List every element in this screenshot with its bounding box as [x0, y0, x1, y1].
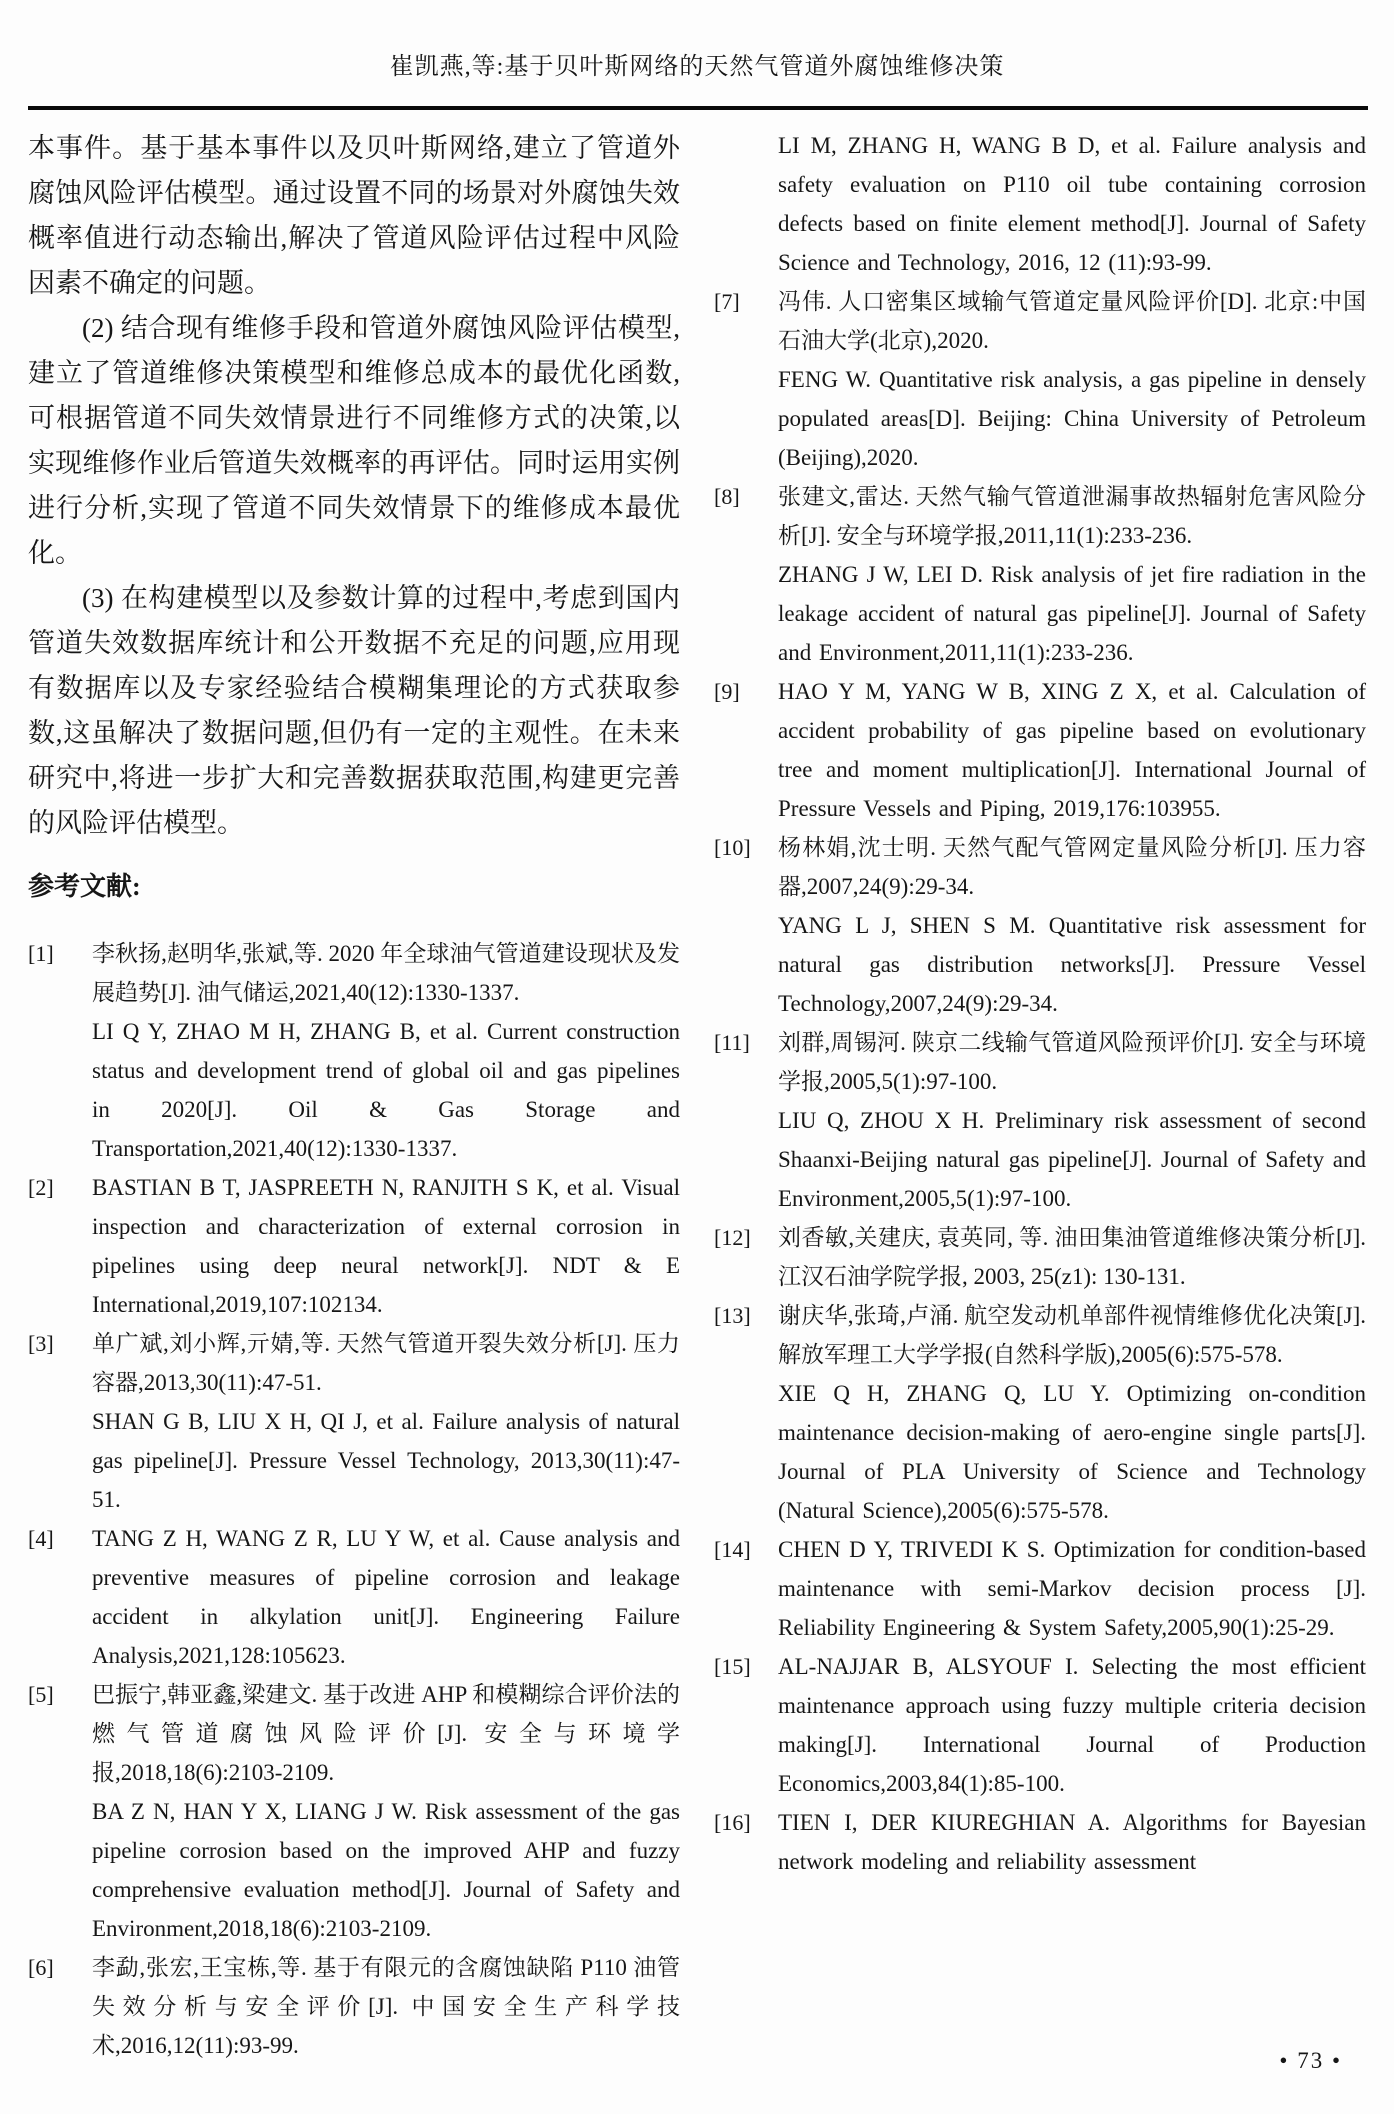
reference-label: [12] — [714, 1225, 751, 1250]
conclusion-paragraph: (2) 结合现有维修手段和管道外腐蚀风险评估模型,建立了管道维修决策模型和维修总成本的最优化函数,可根据管道不同失效情景进行不同维修方式的决策,以实现维修作业后管道失效概率的再评估。同时运用实例进行分析,实现了管道不同失效情景下的维修成本最优化。 — [28, 313, 680, 568]
reference-translation: HAO Y M, YANG W B, XING Z X, et al. Calculation of accident probability of gas pipeline based on evolutionary tree and moment multiplication[J]. International Journal of Pressure Vessels and Piping, 2019,176:103955. — [778, 679, 1366, 821]
reference-translation: XIE Q H, ZHANG Q, LU Y. Optimizing on-condition maintenance decision-making of aero-engine single parts[J]. Journal of PLA University of Science and Technology (Natural Science),2005(6):575-578. — [778, 1381, 1366, 1523]
reference-label: [5] — [28, 1682, 54, 1707]
reference-translation: BASTIAN B T, JASPREETH N, RANJITH S K, et al. Visual inspection and characterization of external corrosion in pipelines using deep neural network[J]. NDT & E International,2019,107:102134. — [92, 1175, 680, 1317]
running-head-title: 崔凯燕,等:基于贝叶斯网络的天然气管道外腐蚀维修决策 — [389, 54, 1005, 80]
reference-translation: ZHANG J W, LEI D. Risk analysis of jet fire radiation in the leakage accident of natural gas pipeline[J]. Journal of Safety and Environment,2011,11(1):233-236. — [778, 562, 1366, 665]
reference-citation: 张建文,雷达. 天然气输气管道泄漏事故热辐射危害风险分析[J]. 安全与环境学报,2011,11(1):233-236. — [778, 484, 1366, 548]
reference-item — [714, 672, 1366, 828]
reference-citation: 谢庆华,张琦,卢涌. 航空发动机单部件视情维修优化决策[J]. 解放军理工大学学报(自然科学版),2005(6):575-578. — [778, 1303, 1366, 1367]
reference-label: [13] — [714, 1303, 751, 1328]
reference-label: [9] — [714, 679, 740, 704]
reference-item — [28, 934, 680, 1168]
reference-translation: LI M, ZHANG H, WANG B D, et al. Failure analysis and safety evaluation on P110 oil tube containing corrosion defects based on finite element method[J]. Journal of Safety Science and Technology, 2016, 12 (11):93-99. — [778, 133, 1366, 275]
references-list-left — [28, 934, 680, 2065]
reference-label: [1] — [28, 941, 54, 966]
reference-item — [28, 1168, 680, 1324]
reference-item — [714, 1218, 1366, 1296]
reference-translation: CHEN D Y, TRIVEDI K S. Optimization for condition-based maintenance with semi-Markov decision process [J]. Reliability Engineering & System Safety,2005,90(1):25-29. — [778, 1537, 1366, 1640]
reference-label: [8] — [714, 484, 740, 509]
conclusion-paragraph: (3) 在构建模型以及参数计算的过程中,考虑到国内管道失效数据库统计和公开数据不充足的问题,应用现有数据库以及专家经验结合模糊集理论的方式获取参数,这虽解决了数据问题,但仍有一定的主观性。在未来研究中,将进一步扩大和完善数据获取范围,构建更完善的风险评估模型。 — [28, 583, 680, 838]
reference-translation: LIU Q, ZHOU X H. Preliminary risk assessment of second Shaanxi-Beijing natural gas pipeline[J]. Journal of Safety and Environment,2005,5(1):97-100. — [778, 1108, 1366, 1211]
reference-translation: FENG W. Quantitative risk analysis, a gas pipeline in densely populated areas[D]. Beijing: China University of Petroleum (Beijing),2020. — [778, 367, 1366, 470]
conclusion-paragraph: 本事件。基于基本事件以及贝叶斯网络,建立了管道外腐蚀风险评估模型。通过设置不同的场景对外腐蚀失效概率值进行动态输出,解决了管道风险评估过程中风险因素不确定的问题。 — [28, 133, 680, 298]
reference-label: [3] — [28, 1331, 54, 1356]
reference-label: [7] — [714, 289, 740, 314]
reference-translation: LI Q Y, ZHAO M H, ZHANG B, et al. Current construction status and development trend of global oil and gas pipelines in 2020[J]. Oil & Gas Storage and Transportation,2021,40(12):1330-1337. — [92, 1019, 680, 1161]
reference-item — [714, 282, 1366, 477]
header-rule — [28, 106, 1368, 110]
reference-item — [714, 1647, 1366, 1803]
reference-label: [2] — [28, 1175, 54, 1200]
references-list-right — [714, 126, 1366, 1881]
page-number: • 73 • — [1279, 2048, 1342, 2073]
reference-item — [714, 828, 1366, 1023]
reference-label: [10] — [714, 835, 751, 860]
reference-item — [714, 126, 1366, 282]
reference-label: [14] — [714, 1537, 751, 1562]
reference-item — [714, 1296, 1366, 1530]
reference-citation: 刘群,周锡河. 陕京二线输气管道风险预评价[J]. 安全与环境学报,2005,5(1):97-100. — [778, 1030, 1366, 1094]
reference-label: [15] — [714, 1654, 751, 1679]
reference-citation: 冯伟. 人口密集区域输气管道定量风险评价[D]. 北京:中国石油大学(北京),2020. — [778, 289, 1366, 353]
reference-item — [28, 1324, 680, 1519]
reference-label: [11] — [714, 1030, 750, 1055]
right-column — [714, 126, 1366, 1881]
reference-translation: TANG Z H, WANG Z R, LU Y W, et al. Cause analysis and preventive measures of pipeline corrosion and leakage accident in alkylation unit[J]. Engineering Failure Analysis,2021,128:105623. — [92, 1526, 680, 1668]
left-column — [28, 126, 680, 2065]
reference-label: [4] — [28, 1526, 54, 1551]
reference-translation: BA Z N, HAN Y X, LIANG J W. Risk assessment of the gas pipeline corrosion based on the improved AHP and fuzzy comprehensive evaluation method[J]. Journal of Safety and Environment,2018,18(6):2103-2109. — [92, 1799, 680, 1941]
reference-item — [28, 1675, 680, 1948]
reference-citation: 李勐,张宏,王宝栋,等. 基于有限元的含腐蚀缺陷 P110 油管失效分析与安全评价[J]. 中国安全生产科学技术,2016,12(11):93-99. — [92, 1955, 680, 2058]
reference-label: [16] — [714, 1810, 751, 1835]
reference-item — [714, 1530, 1366, 1647]
reference-citation: 李秋扬,赵明华,张斌,等. 2020 年全球油气管道建设现状及发展趋势[J]. 油气储运,2021,40(12):1330-1337. — [92, 941, 680, 1005]
reference-item — [714, 1023, 1366, 1218]
reference-item — [28, 1519, 680, 1675]
reference-translation: TIEN I, DER KIUREGHIAN A. Algorithms for Bayesian network modeling and reliability assessment — [778, 1810, 1366, 1874]
reference-label: [6] — [28, 1955, 54, 1980]
reference-item — [714, 1803, 1366, 1881]
reference-translation: YANG L J, SHEN S M. Quantitative risk assessment for natural gas distribution networks[J]. Pressure Vessel Technology,2007,24(9):29-34. — [778, 913, 1366, 1016]
reference-item — [714, 477, 1366, 672]
reference-citation: 刘香敏,关建庆, 袁英同, 等. 油田集油管道维修决策分析[J]. 江汉石油学院学报, 2003, 25(z1): 130-131. — [778, 1225, 1366, 1289]
reference-citation: 单广斌,刘小辉,亓婧,等. 天然气管道开裂失效分析[J]. 压力容器,2013,30(11):47-51. — [92, 1331, 680, 1395]
references-heading: 参考文献: — [28, 872, 141, 901]
reference-item — [28, 1948, 680, 2065]
reference-translation: SHAN G B, LIU X H, QI J, et al. Failure analysis of natural gas pipeline[J]. Pressure Vessel Technology, 2013,30(11):47-51. — [92, 1409, 680, 1512]
reference-citation: 巴振宁,韩亚鑫,梁建文. 基于改进 AHP 和模糊综合评价法的燃气管道腐蚀风险评价[J]. 安全与环境学报,2018,18(6):2103-2109. — [92, 1682, 680, 1785]
reference-translation: AL-NAJJAR B, ALSYOUF I. Selecting the most efficient maintenance approach using fuzzy multiple criteria decision making[J]. International Journal of Production Economics,2003,84(1):85-100. — [778, 1654, 1366, 1796]
reference-citation: 杨林娟,沈士明. 天然气配气管网定量风险分析[J]. 压力容器,2007,24(9):29-34. — [778, 835, 1366, 899]
